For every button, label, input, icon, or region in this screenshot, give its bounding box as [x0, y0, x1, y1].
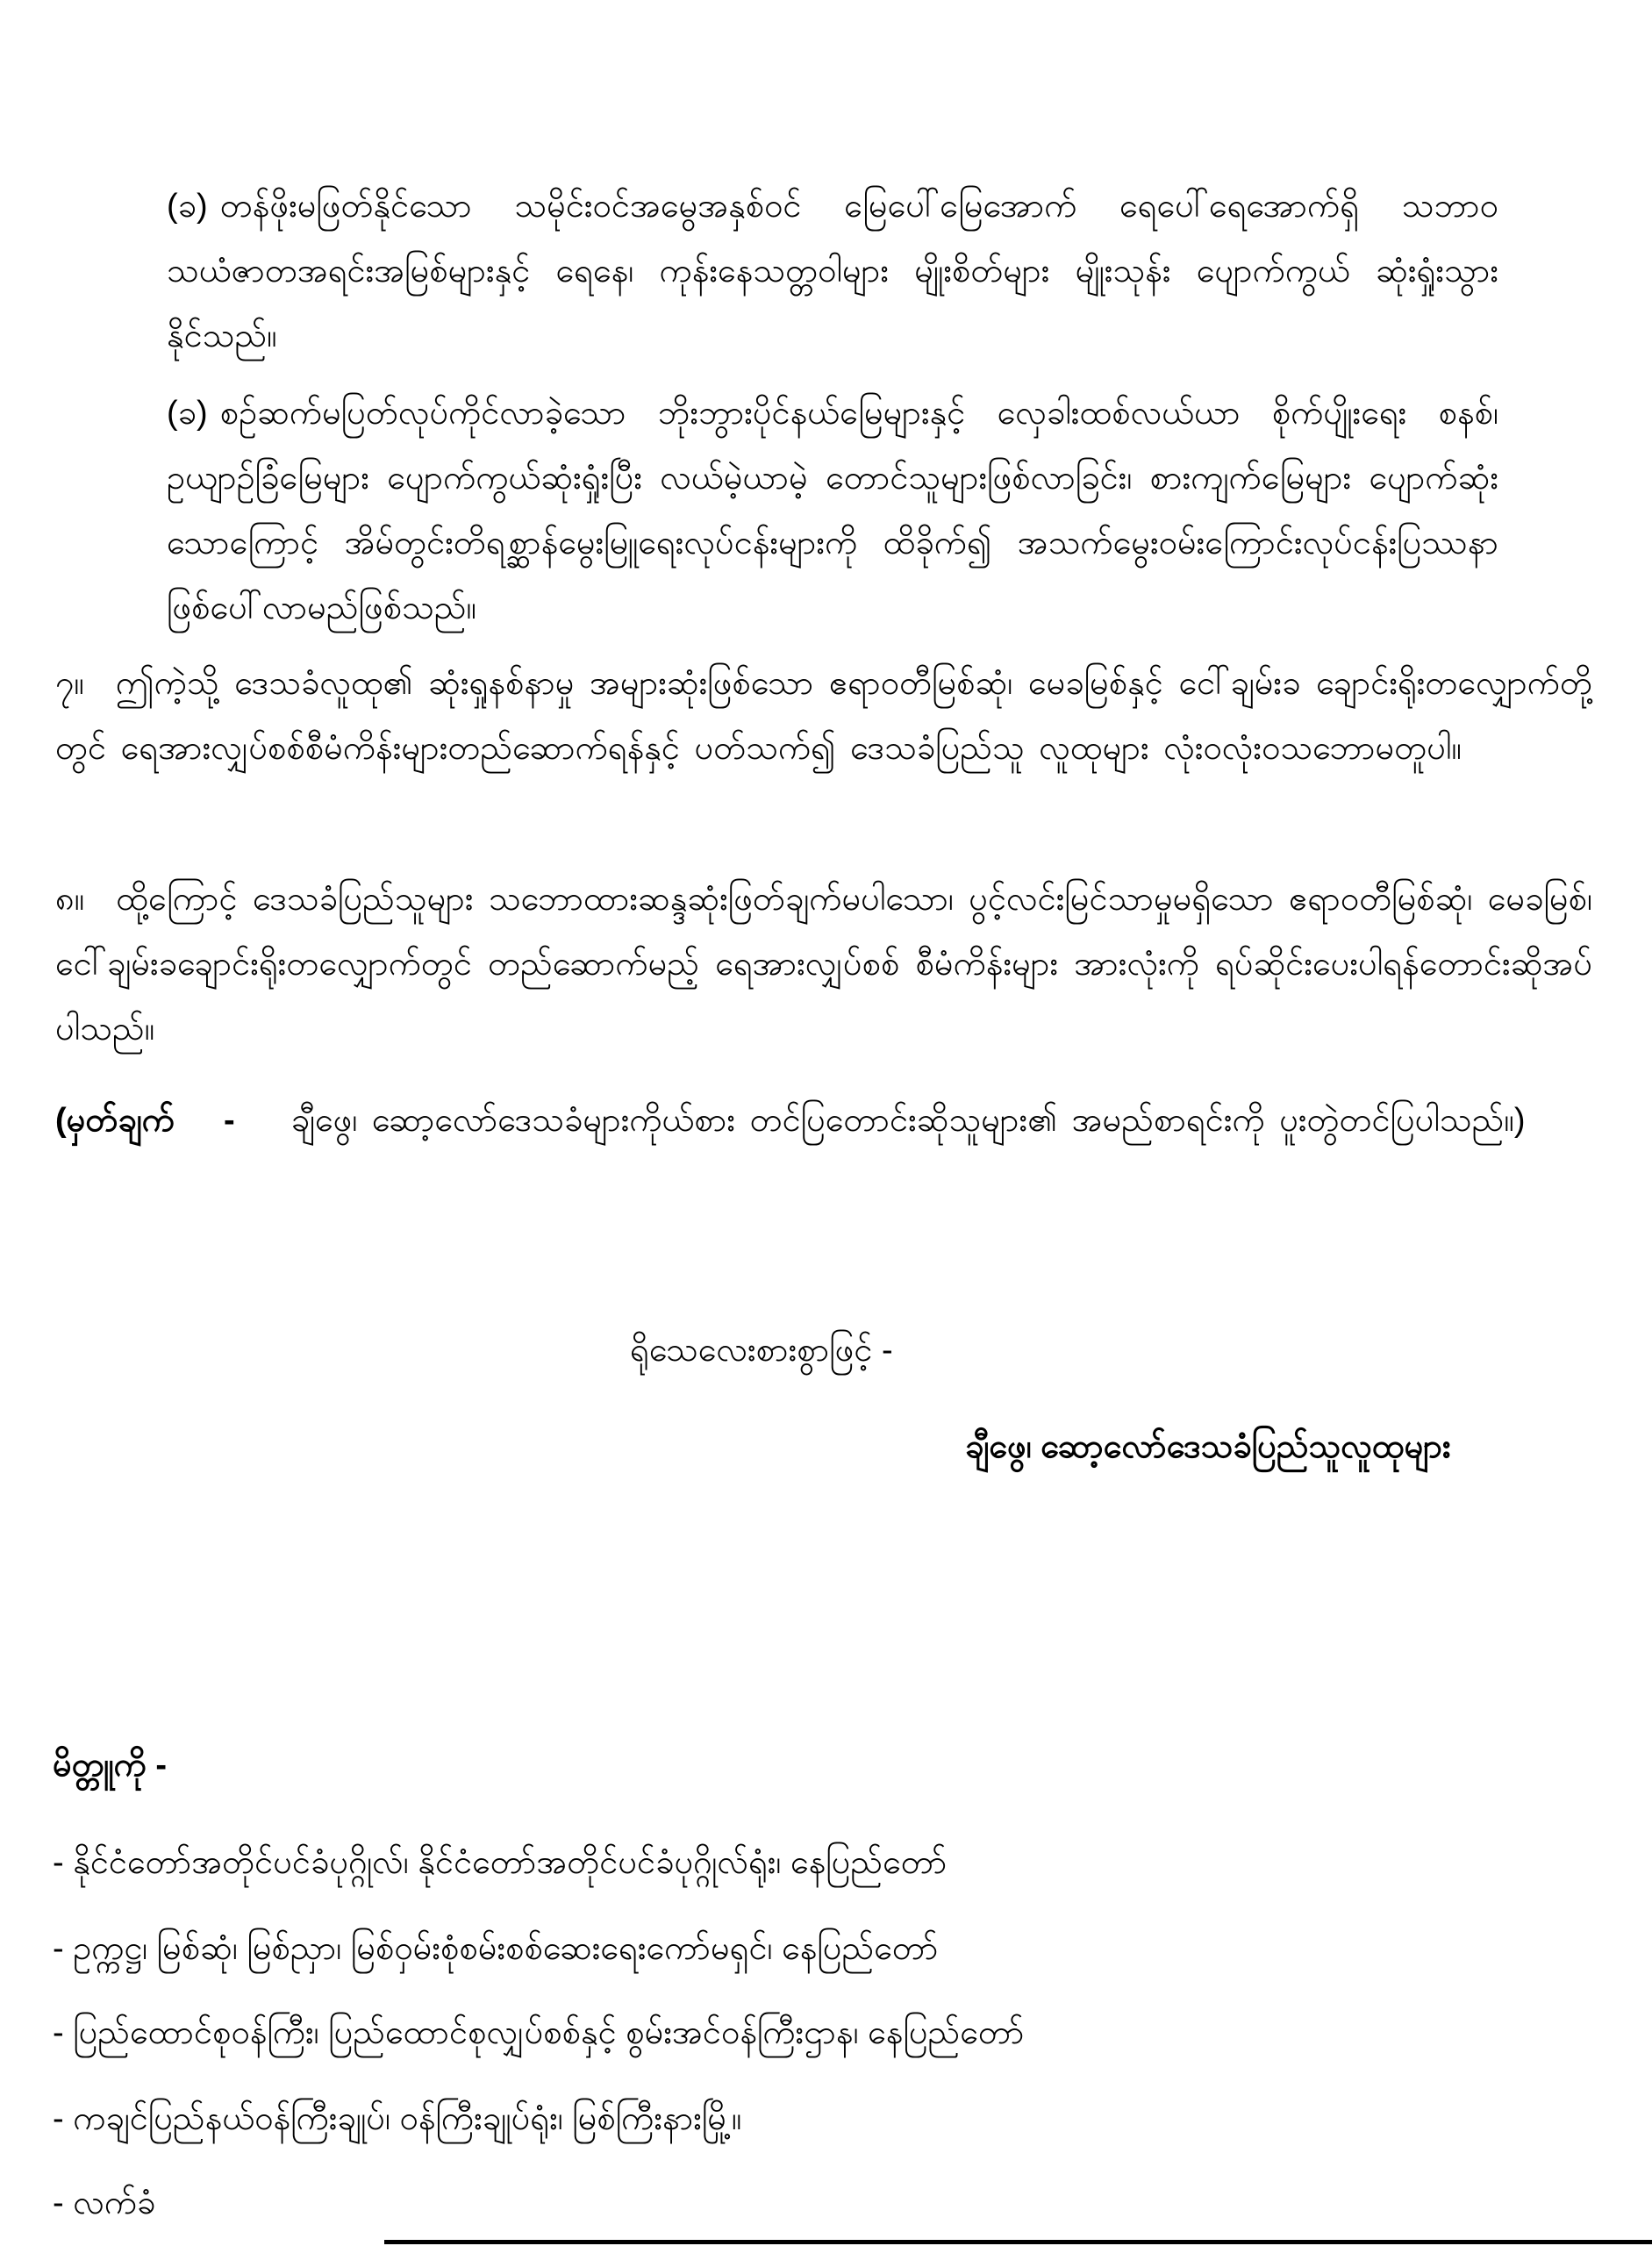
note-text: ချီဖွေ၊ ဆော့လော်ဒေသခံများကိုယ်စား တင်ပြတောင်းဆိုသူများ၏ အမည်စာရင်းကို ပူးတွဲတင်ပြပါသည်။)	[290, 1102, 1526, 1139]
cc-item: - ကချင်ပြည်နယ်ဝန်ကြီးချုပ်၊ ဝန်ကြီးချုပ်ရုံး၊ မြစ်ကြီးနားမြို့။	[53, 2100, 742, 2137]
paragraph-8	[55, 867, 1592, 1062]
paragraph-8-text: ထို့ကြောင့် ဒေသခံပြည်သူများ သဘောထားဆန္ဒဆုံးဖြတ်ချက်မပါသော၊ ပွင့်လင်းမြင်သာမှုမရှိသော ဧရာဝတီမြစ်ဆုံ၊ မေခမြစ်၊ ငေါ်ချမ်းခချောင်းရိုးတလျှောက်တွင် တည်ဆောက်မည့် ရေအားလျှပ်စစ် စီမံကိန်းများ အားလုံးကို ရပ်ဆိုင်းပေးပါရန်တောင်းဆိုအပ်ပါသည်။	[55, 881, 1592, 1048]
paragraph-7-number: ၇။	[55, 665, 84, 702]
cc-item: - နိုင်ငံတော်အတိုင်ပင်ခံပုဂ္ဂိုလ်၊ နိုင်ငံတော်အတိုင်ပင်ခံပုဂ္ဂိုလ်ရုံး၊ နေပြည်တော်	[53, 1844, 948, 1881]
paragraph-8-number: ၈။	[55, 881, 85, 918]
sub-paragraph-1-label: (ခ)	[167, 188, 208, 225]
sub-paragraph-1-text: တန်ဖိုးမဖြတ်နိုင်သော သမိုင်းဝင်အမွေအနှစ်ဝင် မြေပေါ်မြေအောက် ရေပေါ်ရေအောက်ရှိ သဘာဝ သယံဇာတအရင်းအမြစ်များနှင့် ရေနေ၊ ကုန်းနေသတ္တဝါများ မျိုးစိတ်များ မျိုးသုန်း ပျောက်ကွယ် ဆုံးရှုံးသွားနိုင်သည်။	[167, 188, 1498, 354]
closing-salutation: ရိုသေလေးစားစွာဖြင့် -	[630, 1332, 893, 1369]
cc-heading: မိတ္တူကို -	[53, 1747, 168, 1784]
paragraph-7	[55, 651, 1592, 781]
sub-paragraph-2	[167, 381, 1498, 640]
signature-line: ချီဖွေ၊ ဆော့လော်ဒေသခံပြည်သူလူထုများ	[965, 1428, 1451, 1465]
sub-paragraph-2-text: စဉ်ဆက်မပြတ်လုပ်ကိုင်လာခဲ့သော ဘိုးဘွားပိုင်နယ်မြေများနှင့် လှေခါးထစ်လယ်ယာ စိုက်ပျိုးရေး စနစ်၊ ဥယျာဉ်ခြံမြေများ ပျောက်ကွယ်ဆုံးရှုံးပြီး လယ်မဲ့ယာမဲ့ တောင်သူများဖြစ်လာခြင်း၊ စားကျက်မြေများ ပျောက်ဆုံးသောကြောင့် အိမ်တွင်းတိရစ္ဆာန်မွေးမြူရေးလုပ်ငန်းများကို ထိခိုက်၍ အသက်မွေးဝမ်းကြောင်းလုပ်ငန်းပြဿနာ ဖြစ်ပေါ်လာမည်ဖြစ်သည်။	[167, 395, 1498, 626]
note-dash: -	[223, 1102, 235, 1139]
cc-item: - ဥက္ကဋ္ဌ၊ မြစ်ဆုံ၊ မြစ်ညှာ၊ မြစ်ဝှမ်းစုံစမ်းစစ်ဆေးရေးကော်မရှင်၊ နေပြည်တော်	[53, 1930, 939, 1967]
paragraph-7-text: ဤကဲ့သို့ ဒေသခံလူထု၏ ဆုံးရှုနစ်နာမှု အများဆုံးဖြစ်သော ဧရာဝတီမြစ်ဆုံ၊ မေခမြစ်နှင့် ငေါ်ချမ်းခ ချောင်းရိုးတလျှောက်တို့တွင် ရေအားလျှပ်စစ်စီမံကိန်းများတည်ဆောက်ရန်နှင့် ပတ်သက်၍ ဒေသခံပြည်သူ လူထုများ လုံးဝလုံးဝသဘောမတူပါ။	[55, 665, 1592, 767]
note-paragraph	[55, 1088, 1592, 1153]
page-bottom-rule	[384, 2240, 1652, 2244]
cc-item: - လက်ခံ	[53, 2185, 156, 2221]
sub-paragraph-1	[167, 174, 1498, 368]
sub-paragraph-2-label: (ခ)	[167, 395, 208, 432]
cc-item: - ပြည်ထောင်စုဝန်ကြီး၊ ပြည်ထောင်စုလျှပ်စစ်နှင့် စွမ်းအင်ဝန်ကြီးဌာန၊ နေပြည်တော်	[53, 2014, 1025, 2051]
note-label: (မှတ်ချက်	[55, 1102, 175, 1139]
